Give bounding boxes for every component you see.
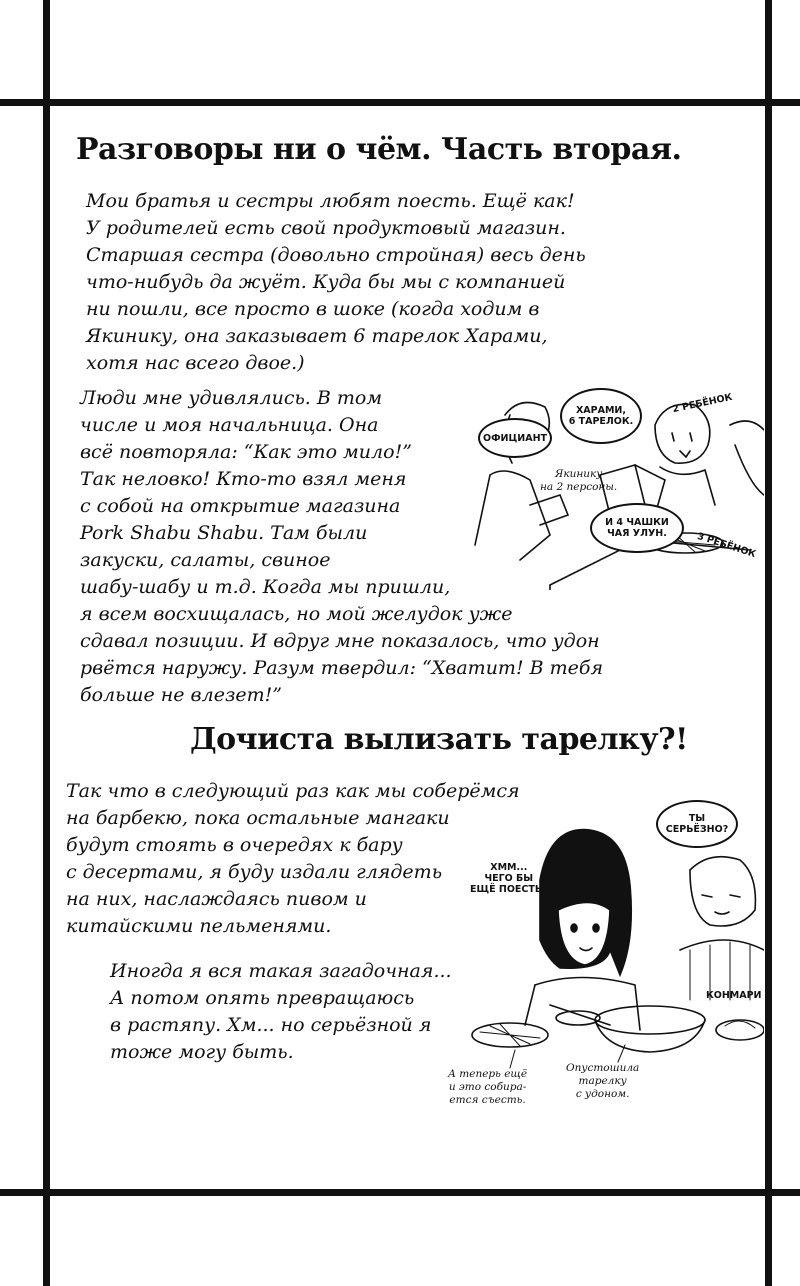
- bubble-line: ЧАЯ УЛУН.: [607, 528, 667, 539]
- waiter-label: ОФИЦИАНТ: [483, 432, 547, 444]
- text-line: с собой на открытие магазина: [80, 495, 401, 517]
- bubble-line: ХАРАМИ,: [575, 405, 626, 416]
- text-line: в растяпу. Хм... но серьёзной я: [110, 1014, 432, 1036]
- text-line: китайскими пельменями.: [66, 915, 332, 937]
- text-line: Якинику, она заказывает 6 тарелок Харами,: [86, 325, 548, 347]
- section2-paragraph-2: [110, 958, 452, 1066]
- text-line: Старшая сестра (довольно стройная) весь день: [86, 244, 586, 266]
- frame-right-border: [765, 0, 772, 1286]
- frame-left-border: [43, 0, 50, 1286]
- text-line: я всем восхищалась, но мой желудок уже: [80, 603, 513, 625]
- text-line: У родителей есть свой продуктовый магазин.: [86, 217, 566, 239]
- child2-label: 2 РЕБЁНОК: [671, 391, 734, 416]
- thought-line: ЕЩЁ ПОЕСТЬ?: [470, 884, 548, 895]
- text-line: всё повторяла: “Как это мило!”: [80, 441, 412, 463]
- text-line: тоже могу быть.: [110, 1041, 294, 1063]
- frame-top-border: [0, 99, 800, 106]
- note-line: на 2 персоны.: [540, 481, 618, 493]
- text-line: на них, наслаждаясь пивом и: [66, 888, 367, 910]
- text-line: рвётся наружу. Разум твердил: “Хватит! В тебя: [80, 657, 604, 679]
- serious-speech-bubble: [656, 800, 738, 848]
- konmari-label: КОНМАРИ: [706, 990, 762, 1001]
- text-line: Так неловко! Кто-то взял меня: [80, 468, 407, 490]
- note-line: с удоном.: [575, 1088, 630, 1100]
- child3-label: 3 РЕБЁНОК: [695, 530, 758, 561]
- waiter-speech-bubble: [478, 418, 552, 458]
- bubble-line: СЕРЬЁЗНО?: [665, 824, 729, 835]
- section2-title: Дочиста вылизать тарелку?!: [190, 722, 688, 757]
- text-line: больше не влезет!”: [80, 684, 282, 706]
- note-line: Якинику: [554, 468, 603, 480]
- order-speech-bubble: [560, 388, 642, 444]
- note-emptied-plate: [566, 1062, 639, 1101]
- text-line: с десертами, я буду издали глядеть: [66, 861, 443, 883]
- text-line: что-нибудь да жуёт. Куда бы мы с компанией: [86, 271, 566, 293]
- text-line: Люди мне удивлялись. В том: [80, 387, 383, 409]
- text-line: закуски, салаты, свиное: [80, 549, 331, 571]
- thought-line: ХММ...: [490, 862, 528, 873]
- text-line: Иногда я вся такая загадочная...: [110, 960, 452, 982]
- text-line: числе и моя начальница. Она: [80, 414, 379, 436]
- text-line: ни пошли, все просто в шоке (когда ходим в: [86, 298, 540, 320]
- note-eat-more: [448, 1068, 527, 1107]
- section1-paragraph-1: [86, 188, 586, 377]
- text-line: на барбекю, пока остальные мангаки: [66, 807, 450, 829]
- text-line: Мои братья и сестры любят поесть. Ещё как!: [86, 190, 575, 212]
- text-line: сдавал позиции. И вдруг мне показалось, что удон: [80, 630, 600, 652]
- bubble-line: 6 ТАРЕЛОК.: [568, 416, 634, 427]
- note-line: Опустошила: [566, 1062, 640, 1074]
- note-line: А теперь ещё: [448, 1068, 528, 1080]
- bubble-line: ТЫ: [688, 813, 706, 824]
- frame-bottom-border: [0, 1189, 800, 1196]
- note-line: тарелку: [578, 1075, 627, 1087]
- tea-speech-bubble: [590, 503, 684, 553]
- text-line: А потом опять превращаюсь: [110, 987, 415, 1009]
- thought-text: [470, 862, 548, 895]
- note-line: и это собира-: [448, 1081, 527, 1093]
- text-line: хотя нас всего двое.): [86, 352, 305, 374]
- text-line: будут стоять в очередях к бару: [66, 834, 403, 856]
- section1-title: Разговоры ни о чём. Часть вторая.: [76, 132, 682, 167]
- bubble-line: И 4 ЧАШКИ: [605, 517, 669, 528]
- text-line: Так что в следующий раз как мы соберёмся: [66, 780, 520, 802]
- text-line: шабу-шабу и т.д. Когда мы пришли,: [80, 576, 451, 598]
- text-line: Pork Shabu Shabu. Там были: [80, 522, 368, 544]
- note-line: ется съесть.: [449, 1094, 526, 1106]
- thought-line: ЧЕГО БЫ: [484, 873, 534, 884]
- menu-note: [540, 468, 617, 494]
